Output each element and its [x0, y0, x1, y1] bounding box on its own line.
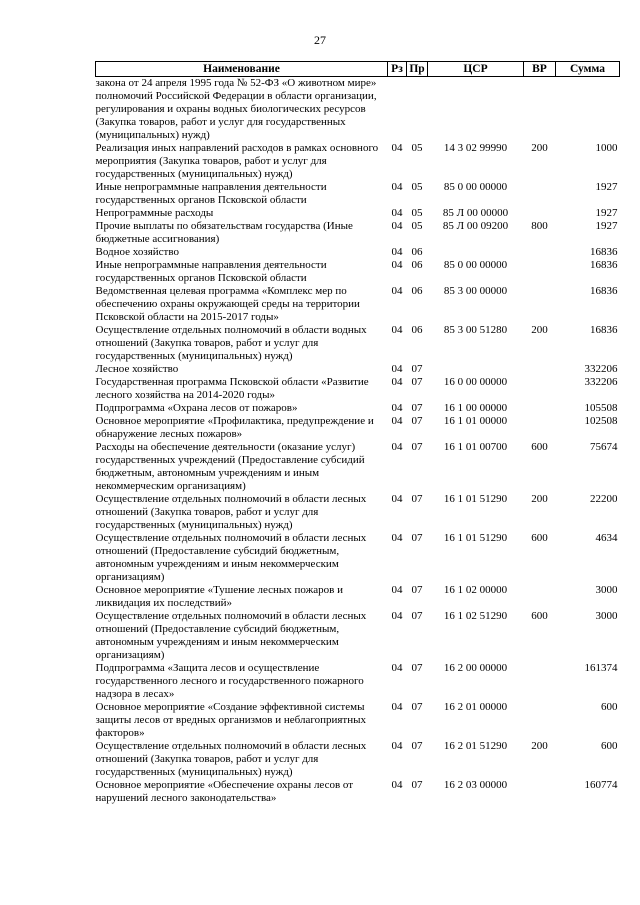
cell-csr — [428, 77, 524, 143]
table-row — [96, 181, 620, 207]
cell-rz: 04 — [391, 610, 403, 622]
header-vr: ВР — [524, 62, 556, 77]
cell-vr — [524, 779, 556, 805]
cell-pr: 07 — [411, 402, 423, 414]
cell-vr — [524, 181, 556, 207]
cell-vr — [524, 246, 556, 259]
cell-vr — [524, 402, 556, 415]
table-row — [96, 324, 620, 363]
cell-name: Осуществление отдельных полномочий в области лесных отношений (Закупка товаров, работ и услуг для государственных (муниципальных) нужд) — [95, 493, 367, 531]
cell-csr: 85 3 00 00000 — [443, 285, 508, 297]
cell-sum: 3000 — [595, 584, 618, 596]
cell-csr: 85 0 00 00000 — [443, 181, 508, 193]
cell-sum: 16836 — [590, 259, 618, 271]
cell-pr: 07 — [411, 493, 423, 505]
cell-vr: 800 — [531, 220, 548, 232]
cell-pr: 05 — [411, 142, 423, 154]
cell-rz: 04 — [391, 363, 403, 375]
table-row — [96, 532, 620, 584]
cell-name: Основное мероприятие «Создание эффективной системы защиты лесов от вредных организмов и неблагоприятных факторов» — [95, 701, 366, 739]
cell-name: Непрограммные расходы — [95, 207, 214, 219]
cell-name: закона от 24 апреля 1995 года № 52-ФЗ «О животном мире» полномочий Российской Федерации в области организации, регулирования и охраны водных биологических ресурсов (Закупка товаров, работ и услуг для государственных (муниципальных) нужд) — [95, 77, 377, 141]
cell-rz: 04 — [391, 493, 403, 505]
table-row — [96, 77, 620, 143]
cell-pr: 07 — [411, 376, 423, 388]
cell-vr: 200 — [531, 493, 548, 505]
cell-rz: 04 — [391, 740, 403, 752]
cell-sum: 1927 — [595, 181, 618, 193]
cell-name: Основное мероприятие «Профилактика, предупреждение и обнаружение лесных пожаров» — [95, 415, 374, 440]
cell-csr: 16 0 00 00000 — [443, 376, 508, 388]
cell-vr: 200 — [531, 324, 548, 336]
cell-sum: 1000 — [595, 142, 618, 154]
cell-csr: 85 Л 00 00000 — [442, 207, 509, 219]
header-rz: Рз — [388, 62, 407, 77]
cell-csr: 16 1 01 51290 — [443, 532, 508, 544]
table-row — [96, 142, 620, 181]
table-row — [96, 285, 620, 324]
cell-pr: 07 — [411, 363, 423, 375]
cell-vr — [524, 363, 556, 376]
cell-pr — [407, 77, 428, 143]
cell-name: Иные непрограммные направления деятельности государственных органов Псковской области — [95, 181, 327, 206]
cell-rz: 04 — [391, 701, 403, 713]
cell-csr: 85 3 00 51280 — [443, 324, 508, 336]
cell-rz: 04 — [391, 259, 403, 271]
cell-csr — [428, 246, 524, 259]
table-row — [96, 376, 620, 402]
cell-vr: 600 — [531, 441, 548, 453]
table-header-row — [96, 62, 620, 77]
cell-vr — [524, 285, 556, 324]
cell-pr: 07 — [411, 662, 423, 674]
cell-name: Реализация иных направлений расходов в рамках основного мероприятия (Закупка товаров, работ и услуг для государственных (муниципальных) нужд) — [95, 142, 379, 180]
table-row — [96, 662, 620, 701]
cell-sum: 161374 — [584, 662, 618, 674]
cell-sum: 3000 — [595, 610, 618, 622]
cell-rz: 04 — [391, 181, 403, 193]
cell-pr: 06 — [411, 285, 423, 297]
cell-csr: 85 0 00 00000 — [443, 259, 508, 271]
table-row — [96, 701, 620, 740]
header-sum: Сумма — [556, 62, 620, 77]
cell-csr: 16 1 02 00000 — [443, 584, 508, 596]
cell-sum: 16836 — [590, 324, 618, 336]
cell-vr — [524, 584, 556, 610]
cell-name: Прочие выплаты по обязательствам государства (Иные бюджетные ассигнования) — [95, 220, 353, 245]
cell-csr: 16 1 01 00700 — [443, 441, 508, 453]
table-row — [96, 363, 620, 376]
cell-csr: 85 Л 00 09200 — [442, 220, 509, 232]
cell-name: Подпрограмма «Охрана лесов от пожаров» — [95, 402, 298, 414]
header-name: Наименование — [96, 62, 388, 77]
header-csr: ЦСР — [428, 62, 524, 77]
table-row — [96, 415, 620, 441]
cell-vr: 200 — [531, 740, 548, 752]
cell-pr: 06 — [411, 259, 423, 271]
cell-sum: 16836 — [590, 285, 618, 297]
cell-csr: 16 2 01 00000 — [443, 701, 508, 713]
table-row — [96, 207, 620, 220]
cell-rz — [388, 77, 407, 143]
cell-vr — [524, 701, 556, 740]
cell-sum — [556, 77, 620, 143]
cell-pr: 07 — [411, 740, 423, 752]
table-row — [96, 740, 620, 779]
cell-pr: 07 — [411, 415, 423, 427]
cell-name: Основное мероприятие «Тушение лесных пожаров и ликвидация их последствий» — [95, 584, 343, 609]
cell-rz: 04 — [391, 246, 403, 258]
cell-sum: 332206 — [584, 363, 618, 375]
cell-pr: 07 — [411, 610, 423, 622]
cell-vr — [524, 77, 556, 143]
table-row — [96, 584, 620, 610]
table-row — [96, 493, 620, 532]
cell-pr: 07 — [411, 779, 423, 791]
cell-name: Лесное хозяйство — [95, 363, 179, 375]
cell-rz: 04 — [391, 207, 403, 219]
cell-name: Водное хозяйство — [95, 246, 179, 258]
cell-rz: 04 — [391, 376, 403, 388]
cell-vr — [524, 415, 556, 441]
cell-name: Ведомственная целевая программа «Комплекс мер по обеспечению охраны окружающей среды на территории Псковской области на 2015-2017 годы» — [95, 285, 360, 323]
cell-rz: 04 — [391, 584, 403, 596]
cell-csr: 14 3 02 99990 — [443, 142, 508, 154]
cell-sum: 1927 — [595, 220, 618, 232]
cell-name: Иные непрограммные направления деятельности государственных органов Псковской области — [95, 259, 327, 284]
cell-pr: 07 — [411, 532, 423, 544]
cell-rz: 04 — [391, 220, 403, 232]
cell-csr: 16 1 02 51290 — [443, 610, 508, 622]
cell-csr: 16 2 01 51290 — [443, 740, 508, 752]
cell-csr: 16 1 01 51290 — [443, 493, 508, 505]
cell-name: Подпрограмма «Защита лесов и осуществление государственного лесного и государственного пожарного надзора в лесах» — [95, 662, 364, 700]
table-row — [96, 441, 620, 493]
cell-sum: 4634 — [595, 532, 618, 544]
cell-sum: 16836 — [590, 246, 618, 258]
cell-csr: 16 2 03 00000 — [443, 779, 508, 791]
cell-pr: 05 — [411, 220, 423, 232]
table-row — [96, 610, 620, 662]
cell-vr — [524, 662, 556, 701]
cell-sum: 105508 — [584, 402, 618, 414]
cell-pr: 06 — [411, 246, 423, 258]
cell-sum: 102508 — [584, 415, 618, 427]
cell-rz: 04 — [391, 285, 403, 297]
header-pr: Пр — [407, 62, 428, 77]
cell-csr: 16 1 01 00000 — [443, 415, 508, 427]
cell-vr: 600 — [531, 532, 548, 544]
cell-sum: 75674 — [590, 441, 618, 453]
cell-rz: 04 — [391, 324, 403, 336]
table-row — [96, 220, 620, 246]
cell-sum: 1927 — [595, 207, 618, 219]
cell-pr: 06 — [411, 324, 423, 336]
table-row — [96, 402, 620, 415]
cell-rz: 04 — [391, 662, 403, 674]
table-row — [96, 779, 620, 805]
cell-sum: 600 — [601, 701, 618, 713]
cell-vr — [524, 207, 556, 220]
cell-rz: 04 — [391, 779, 403, 791]
cell-csr — [428, 363, 524, 376]
budget-table — [95, 61, 620, 805]
table-row — [96, 259, 620, 285]
cell-name: Осуществление отдельных полномочий в области лесных отношений (Предоставление субсидий бюджетным, автономным учреждениям и иным некоммерческим организациям) — [95, 532, 367, 583]
cell-pr: 05 — [411, 181, 423, 193]
cell-vr — [524, 259, 556, 285]
cell-sum: 332206 — [584, 376, 618, 388]
cell-rz: 04 — [391, 532, 403, 544]
page-number: 27 — [314, 33, 326, 47]
cell-name: Осуществление отдельных полномочий в области водных отношений (Закупка товаров, работ и услуг для государственных (муниципальных) нужд) — [95, 324, 367, 362]
cell-sum: 22200 — [590, 493, 618, 505]
cell-vr: 200 — [531, 142, 548, 154]
cell-pr: 07 — [411, 584, 423, 596]
cell-name: Осуществление отдельных полномочий в области лесных отношений (Закупка товаров, работ и услуг для государственных (муниципальных) нужд) — [95, 740, 367, 778]
cell-sum: 160774 — [584, 779, 618, 791]
cell-pr: 05 — [411, 207, 423, 219]
cell-sum: 600 — [601, 740, 618, 752]
cell-csr: 16 2 00 00000 — [443, 662, 508, 674]
cell-vr: 600 — [531, 610, 548, 622]
cell-csr: 16 1 00 00000 — [443, 402, 508, 414]
cell-pr: 07 — [411, 701, 423, 713]
cell-name: Осуществление отдельных полномочий в области лесных отношений (Предоставление субсидий бюджетным, автономным учреждениям и иным некоммерческим организациям) — [95, 610, 367, 661]
cell-rz: 04 — [391, 142, 403, 154]
cell-rz: 04 — [391, 415, 403, 427]
cell-pr: 07 — [411, 441, 423, 453]
table-row — [96, 246, 620, 259]
cell-name: Основное мероприятие «Обеспечение охраны лесов от нарушений лесного законодательства» — [95, 779, 354, 804]
cell-name: Расходы на обеспечение деятельности (оказание услуг) государственных учреждений (Предоставление субсидий бюджетным, автономным учреждениям и иным некоммерческим организациям) — [95, 441, 365, 492]
cell-name: Государственная программа Псковской области «Развитие лесного хозяйства на 2014-2020 годы» — [95, 376, 369, 401]
cell-rz: 04 — [391, 402, 403, 414]
cell-vr — [524, 376, 556, 402]
cell-rz: 04 — [391, 441, 403, 453]
